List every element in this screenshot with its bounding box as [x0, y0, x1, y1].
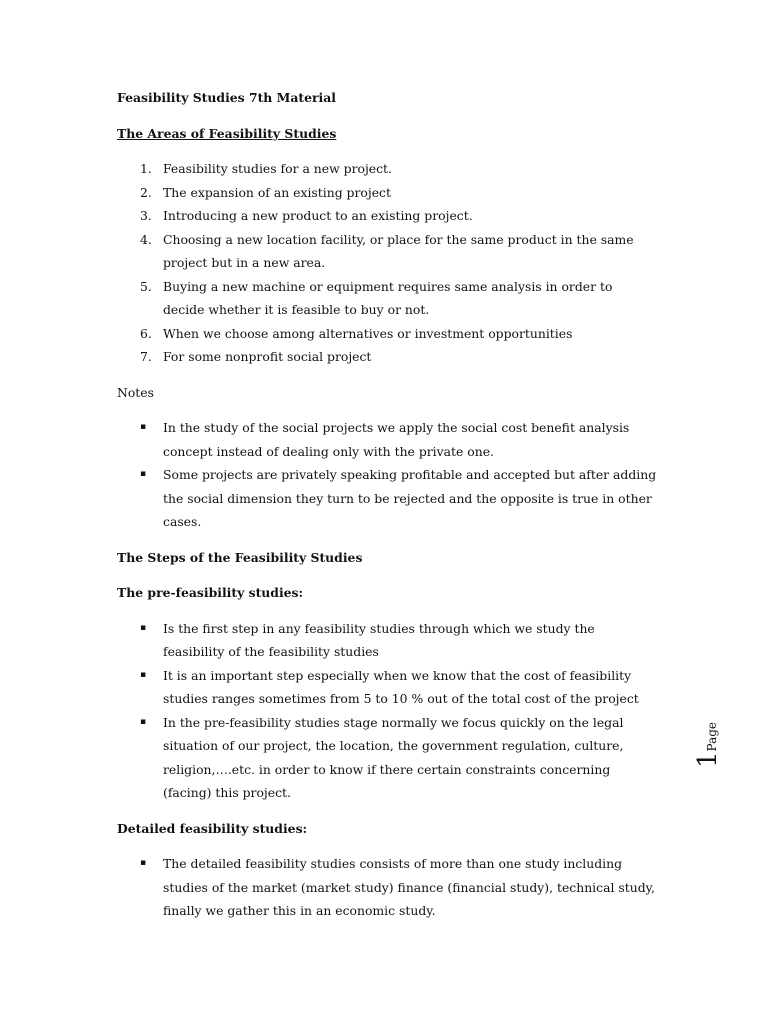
- list-item-text: Feasibility studies for a new project.: [163, 161, 392, 176]
- pre-feasibility-list: [117, 617, 657, 805]
- list-item-number: 1.: [140, 161, 152, 176]
- bullet-icon: ▪: [140, 469, 147, 479]
- detailed-heading: Detailed feasibility studies:: [117, 820, 308, 836]
- list-item: [117, 416, 657, 463]
- list-item-number: 6.: [140, 325, 152, 341]
- detailed-list: [117, 852, 657, 923]
- areas-heading: The Areas of Feasibility Studies: [117, 125, 337, 141]
- bullet-icon: ▪: [140, 622, 147, 633]
- list-item-text: The expansion of an existing project: [163, 184, 391, 200]
- document-body: [117, 86, 657, 923]
- list-item: [117, 463, 657, 534]
- list-item: [117, 617, 657, 664]
- list-item-text: Choosing a new location facility, or place for the same product in the same project but in a new area.: [163, 231, 634, 270]
- list-item-text: Introducing a new product to an existing project.: [163, 208, 473, 223]
- list-item-text: In the study of the social projects we apply the social cost benefit analysis concept instead of dealing only with the private one.: [163, 420, 630, 459]
- bullet-icon: ▪: [140, 858, 147, 868]
- list-item-number: 4.: [140, 231, 152, 247]
- list-item: [117, 228, 657, 275]
- list-item-text: Some projects are privately speaking profitable and accepted but after adding the social dimension they turn to be rejected and the opposite is true in other cases.: [163, 467, 657, 529]
- list-item: [117, 345, 657, 369]
- pre-feasibility-heading: The pre-feasibility studies:: [117, 585, 304, 600]
- page-number-value: 1: [693, 751, 723, 768]
- list-item-text: For some nonprofit social project: [163, 349, 372, 364]
- areas-list: [117, 157, 657, 369]
- list-item-number: 7.: [140, 349, 152, 364]
- notes-heading: Notes: [117, 384, 154, 400]
- list-item: [117, 711, 657, 805]
- list-item: [117, 852, 657, 923]
- list-item-number: 2.: [140, 184, 152, 200]
- list-item: [117, 322, 657, 346]
- list-item-text: Buying a new machine or equipment requires same analysis in order to decide whether it is feasible to buy or not.: [163, 278, 613, 317]
- list-item-text: In the pre-feasibility studies stage normally we focus quickly on the legal situation of our project, the location, the government regulation, culture, religion,….etc. in order to know if there certain constraints concerning (facing) this project.: [163, 714, 624, 800]
- list-item-text: It is an important step especially when we know that the cost of feasibility studies ranges sometimes from 5 to 10 % out of the total cost of the project: [163, 667, 639, 706]
- bullet-icon: ▪: [140, 669, 147, 680]
- list-item-text: The detailed feasibility studies consists of more than one study including studies of the market (market study) finance (financial study), technical study, finally we gather this in an economic study.: [163, 856, 655, 918]
- list-item: [117, 157, 657, 181]
- list-item-text: Is the first step in any feasibility studies through which we study the feasibility of the feasibility studies: [163, 620, 595, 659]
- page-number: [693, 721, 735, 778]
- bullet-icon: ▪: [140, 716, 147, 727]
- page-label: Page: [705, 721, 719, 752]
- notes-list: [117, 416, 657, 534]
- list-item-number: 3.: [140, 208, 152, 223]
- list-item: [117, 204, 657, 228]
- list-item-text: When we choose among alternatives or investment opportunities: [163, 325, 573, 341]
- list-item: [117, 664, 657, 711]
- list-item: [117, 275, 657, 322]
- steps-heading: The Steps of the Feasibility Studies: [117, 549, 363, 565]
- list-item-number: 5.: [140, 278, 152, 294]
- document-title: Feasibility Studies 7th Material: [117, 90, 336, 105]
- list-item: [117, 181, 657, 205]
- bullet-icon: ▪: [140, 422, 147, 432]
